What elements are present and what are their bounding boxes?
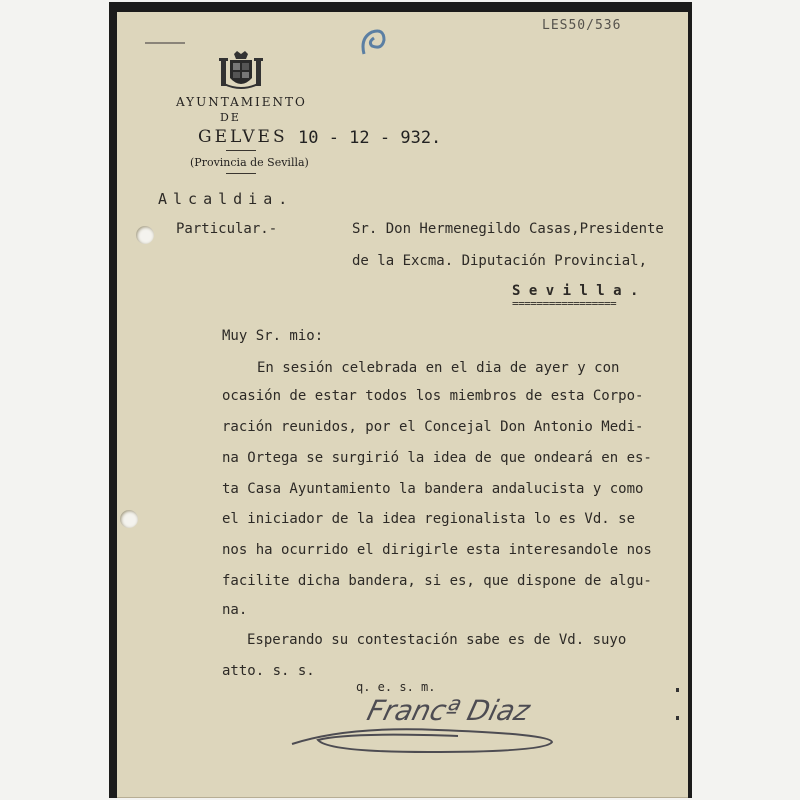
letterhead-de: DE <box>220 111 241 124</box>
scan-border-right <box>688 2 692 798</box>
signature-flourish <box>288 718 558 758</box>
body-line: ta Casa Ayuntamiento la bandera andalucista y como <box>222 481 644 497</box>
recipient-city: S e v i l l a . <box>512 283 639 299</box>
scan-border-left <box>109 2 117 798</box>
punch-hole-bottom <box>120 510 138 528</box>
signature: Francª Diaz <box>363 694 534 727</box>
letterhead-town: GELVES <box>198 127 288 147</box>
body-line: ración reunidos, por el Concejal Don Antonio Medi- <box>222 419 644 435</box>
classification-label: Particular.- <box>176 221 278 237</box>
body-line: ocasión de estar todos los miembros de esta Corpo- <box>222 388 644 404</box>
coat-of-arms-icon <box>218 50 264 92</box>
recipient-line-1: Sr. Don Hermenegildo Casas,Presidente <box>352 221 664 237</box>
recipient-line-2: de la Excma. Diputación Provincial, <box>352 253 648 269</box>
salutation: Muy Sr. mio: <box>222 328 324 344</box>
closing-line: Esperando su contestación sabe es de Vd. suyo <box>247 632 627 648</box>
scan-border-top <box>109 2 691 12</box>
body-line: nos ha ocurrido el dirigirle esta interesandole nos <box>222 542 652 558</box>
body-line: facilite dicha bandera, si es, que dispone de algu- <box>222 573 652 589</box>
letterhead-office: AYUNTAMIENTO <box>176 95 307 109</box>
letterhead-rule-top <box>226 150 256 151</box>
letter-date: 10 - 12 - 932. <box>298 128 442 148</box>
department-label: Alcaldia. <box>158 190 294 208</box>
letterhead-rule-bottom <box>226 173 256 174</box>
body-line: na Ortega se surgirió la idea de que ondeará en es- <box>222 450 652 466</box>
edge-mark <box>676 688 679 692</box>
punch-hole-top <box>136 226 154 244</box>
closing-initials: q. e. s. m. <box>356 680 436 694</box>
recipient-underline: ================= <box>512 297 617 310</box>
blue-stamp-mark <box>358 24 392 60</box>
edge-mark <box>676 716 679 720</box>
pencil-mark <box>145 42 185 44</box>
body-line: na. <box>222 602 248 618</box>
closing-line: atto. s. s. <box>222 663 315 679</box>
archive-reference: LES50/536 <box>542 18 622 33</box>
letterhead-province: (Provincia de Sevilla) <box>190 156 309 169</box>
body-line: el iniciador de la idea regionalista lo es Vd. se <box>222 511 636 527</box>
body-line: En sesión celebrada en el dia de ayer y con <box>257 360 620 376</box>
